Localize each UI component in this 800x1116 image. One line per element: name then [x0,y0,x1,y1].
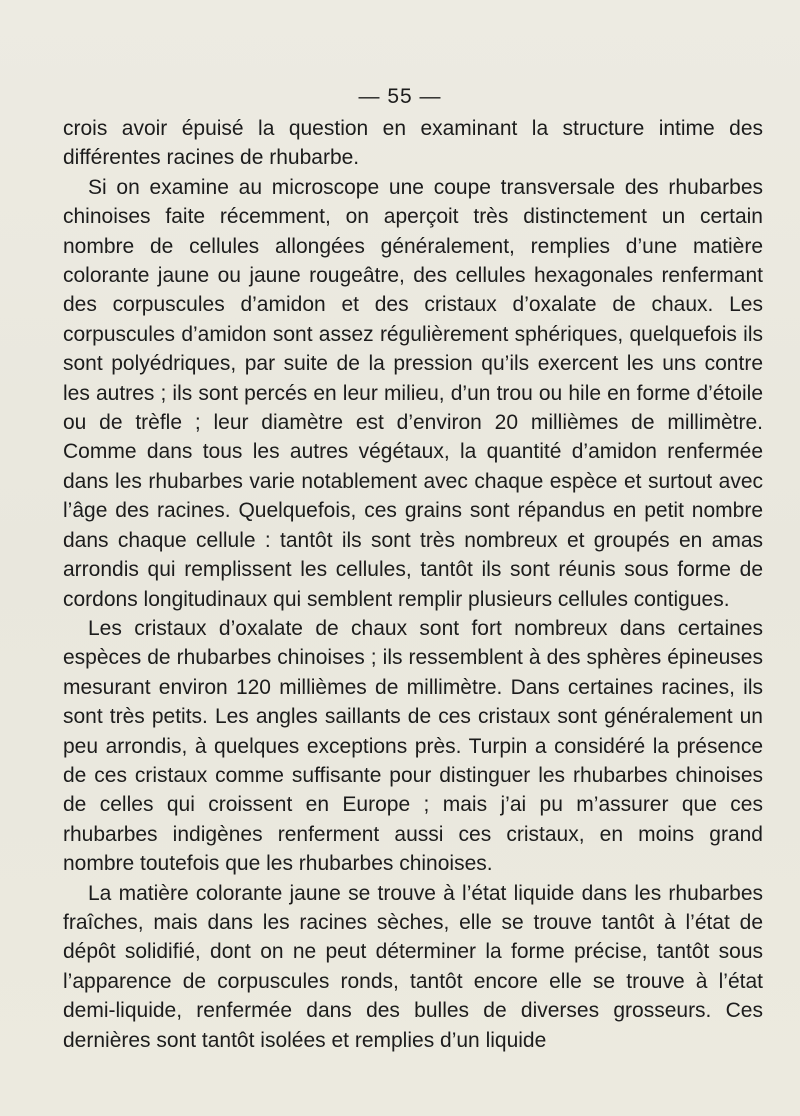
paragraph-coloring-matter: La matière colorante jaune se trouve à l’état liquide dans les rhubarbes fraîches, mais dans les racines sèches, elle se trouve tantôt à l’état de dépôt solidifié, dont on ne peut déterminer la forme précise, tantôt sous l’apparence de corpuscules ronds, tantôt encore elle se trouve à l’état demi-liquide, renfermée dans des bulles de diverses grosseurs. Ces dernières sont tantôt isolées et remplies d’un liquide [63,881,763,1052]
paragraph-continuation: crois avoir épuisé la question en examinant la structure intime des différentes racines de rhubarbe. [63,117,763,170]
body-text [63,114,763,1055]
paragraph-oxalate-crystals: Les cristaux d’oxalate de chaux sont fort nombreux dans certaines espèces de rhubarbes chinoises ; ils ressemblent à des sphères épineuses mesurant environ 120 millièmes de millimètre. Dans certaines racines, ils sont très petits. Les angles saillants de ces cristaux sont généralement un peu arrondis, à quelques exceptions près. Turpin a considéré la présence de ces cristaux comme suffisante pour distinguer les rhubarbes chinoises de celles qui croissent en Europe ; mais j’ai pu m’assurer que ces rhubarbes indigènes renferment aussi ces cristaux, en moins grand nombre toutefois que les rhubarbes chinoises. [63,616,763,876]
paragraph-microscope: Si on examine au microscope une coupe transversale des rhubarbes chinoises faite récemment, on aperçoit très distinctement un certain nombre de cellules allongées généralement, remplies d’une matière colorante jaune ou jaune rougeâtre, des cellules hexagonales renfermant des corpuscules d’amidon et des cristaux d’oxalate de chaux. Les corpuscules d’amidon sont assez régulièrement sphériques, quelquefois ils sont polyédriques, par suite de la pression qu’ils exercent les uns contre les autres ; ils sont percés en leur milieu, d’un trou ou hile en forme d’étoile ou de trèfle ; leur diamètre est d’environ 20 millièmes de millimètre. Comme dans tous les autres végétaux, la quantité d’amidon renfermée dans les rhubarbes varie notablement avec chaque espèce et surtout avec l’âge des racines. Quelquefois, ces grains sont répandus en petit nombre dans chaque cellule : tantôt ils sont très nombreux et groupés en amas arrondis qui remplissent les cellules, tantôt ils sont réunis sous forme de cordons longitudinaux qui semblent remplir plusieurs cellules contigues. [63,175,763,611]
page-number: — 55 — [358,85,442,108]
